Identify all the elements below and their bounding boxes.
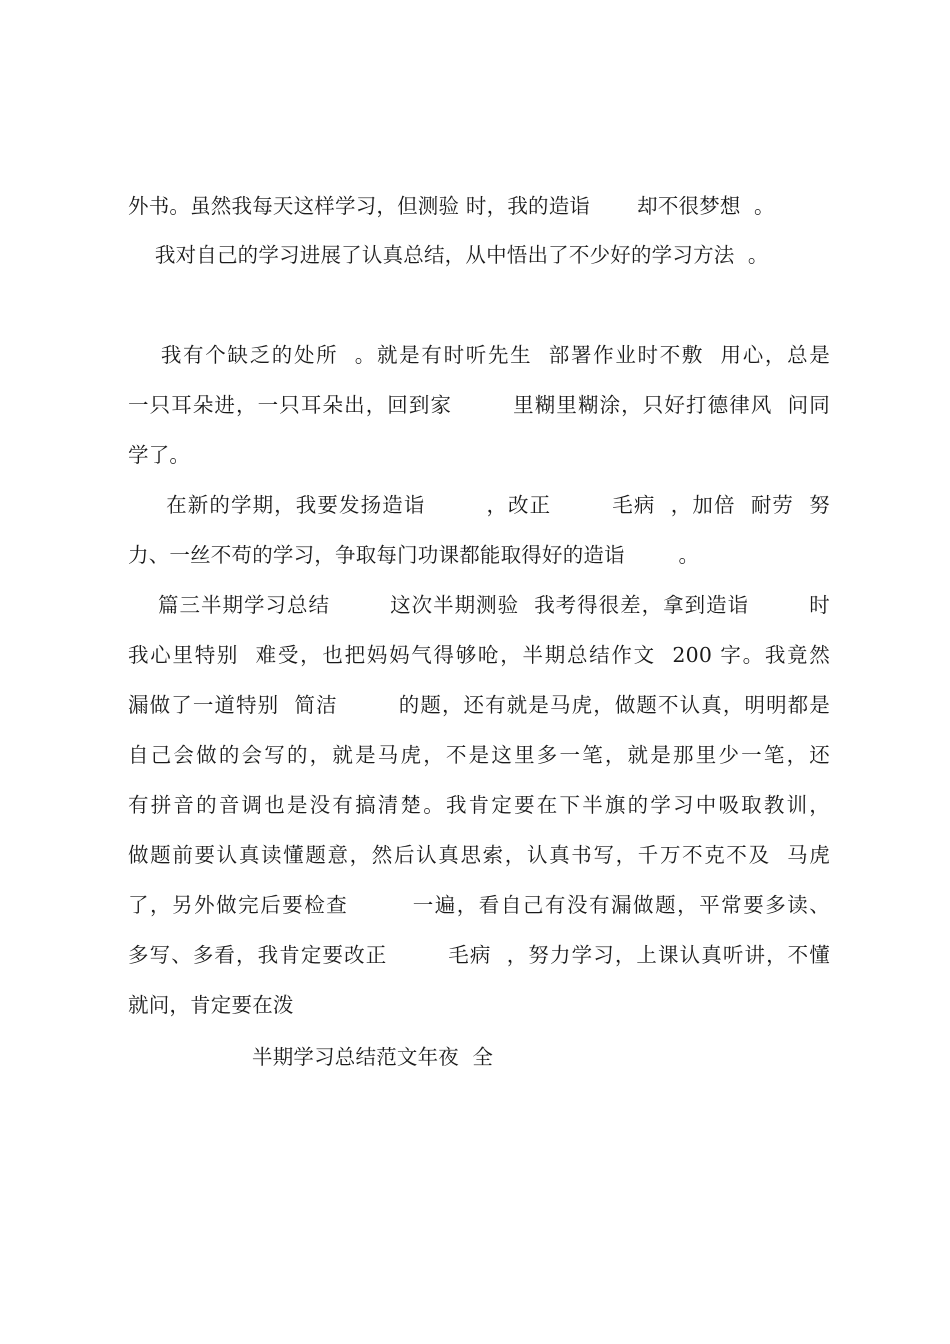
text-line-15: 多写、多看，我肯定要改正 毛病 ，努力学习，上课认真听讲，不懂 [128,943,830,967]
text-line-7: 力、一丝不苟的学习，争取每门功课都能取得好的造诣 。 [128,543,700,567]
text-line-5: 学了。 [128,443,191,467]
text-line-4: 一只耳朵进，一只耳朵出，回到家 里糊里糊涂，只好打德律风 问同 [128,393,830,417]
text-line-13: 做题前要认真读懂题意，然后认真思索，认真书写，千万不克不及 马虎 [128,843,830,867]
text-line-8: 篇三半期学习总结 这次半期测验 我考得很差，拿到造诣 时 [128,593,830,617]
text-line-2: 我对自己的学习进展了认真总结，从中悟出了不少好的学习方法 。 [128,243,769,267]
text-line-9: 我心里特别 难受，也把妈妈气得够呛，半期总结作文 200 字。我竟然 [128,643,830,667]
text-line-11: 自己会做的会写的，就是马虎，不是这里多一笔，就是那里少一笔，还 [128,743,830,767]
text-line-14: 了，另外做完后要检查 一遍，看自己有没有漏做题，平常要多读、 [128,893,830,917]
text-line-16: 就问，肯定要在泼 [128,993,294,1017]
text-line-3: 我有个缺乏的处所 。就是有时听先生 部署作业时不敷 用心，总是 [128,343,830,367]
text-line-6: 在新的学期，我要发扬造诣 ，改正 毛病 ，加倍 耐劳 努 [128,493,830,517]
text-line-10: 漏做了一道特别 简洁 的题，还有就是马虎，做题不认真，明明都是 [128,693,830,717]
section-title: 半期学习总结范文年夜 全 [252,1045,494,1069]
text-line-12: 有拼音的音调也是没有搞清楚。我肯定要在下半旗的学习中吸取教训， [128,793,830,817]
text-line-1: 外书。虽然我每天这样学习，但测验 时，我的造诣 却不很梦想 。 [128,194,775,218]
